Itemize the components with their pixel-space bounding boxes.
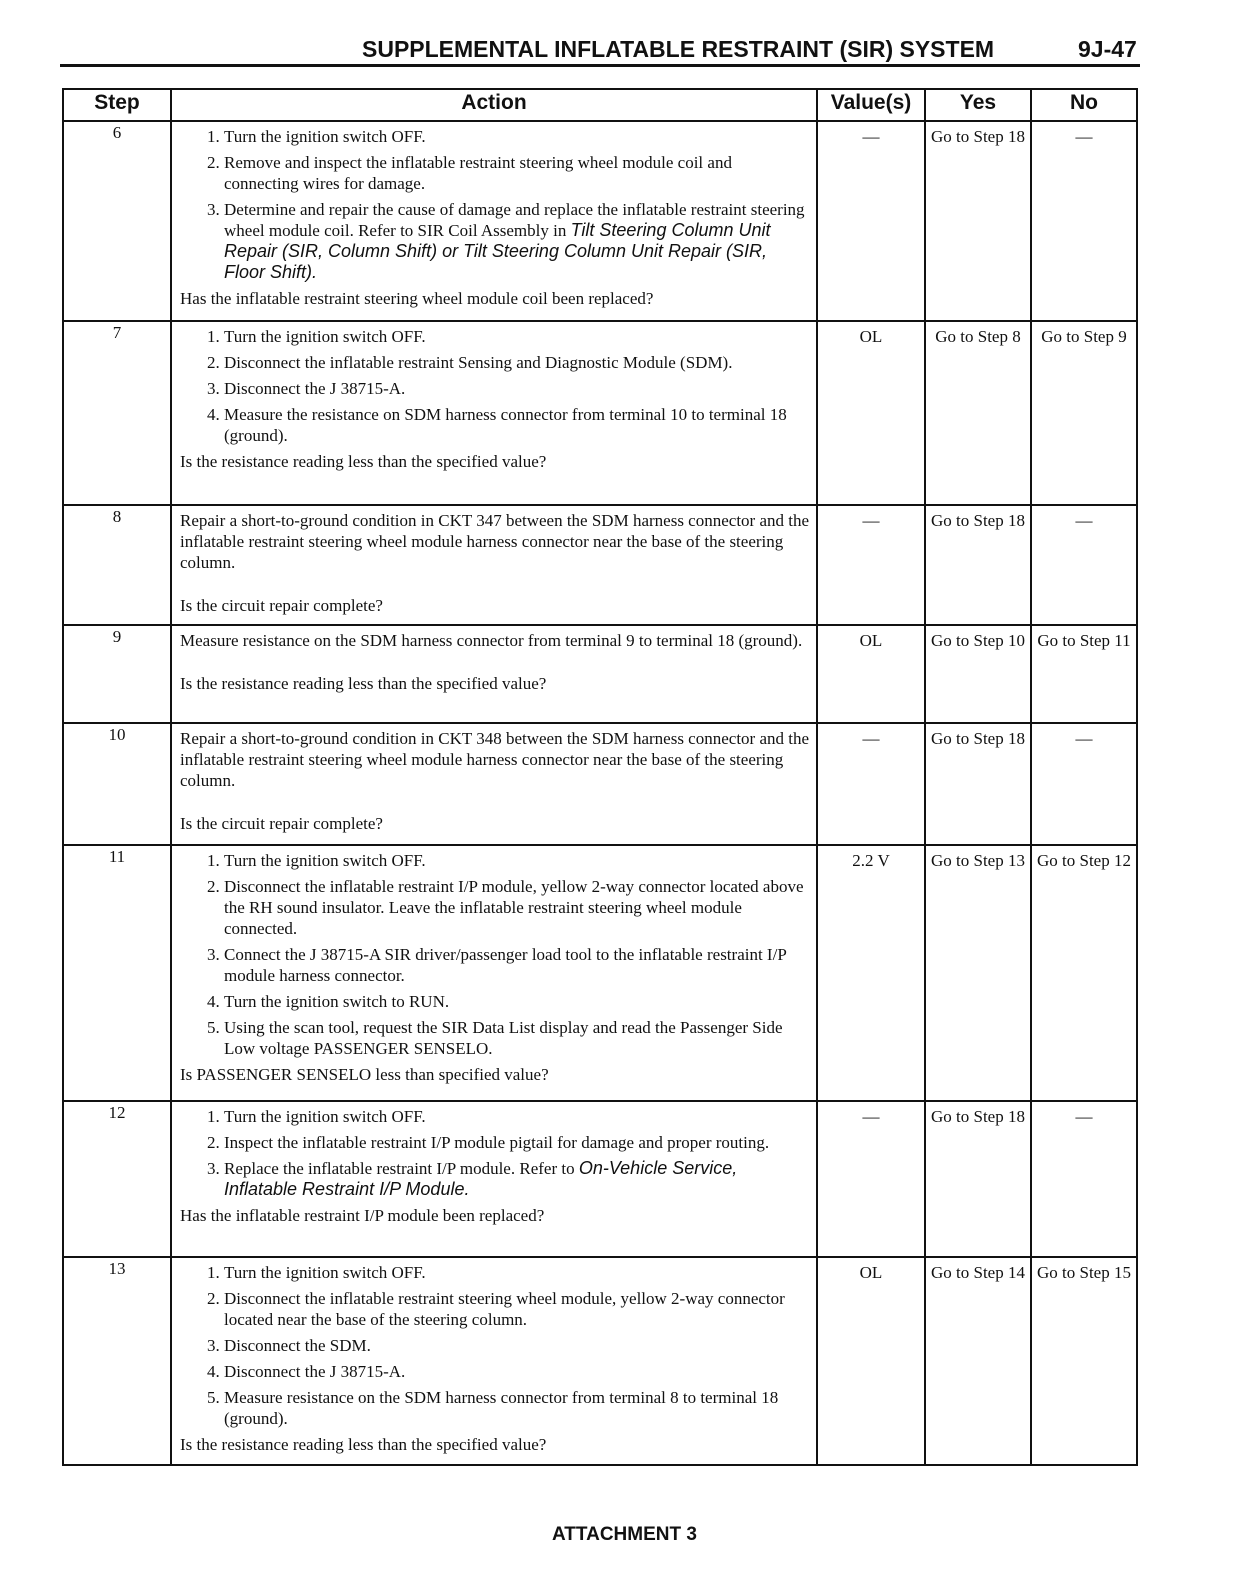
table-row: [63, 723, 1137, 845]
value-cell: —: [817, 121, 925, 321]
step-number: 9: [63, 625, 171, 723]
list-item: 4. Disconnect the J 38715-A.: [224, 1361, 810, 1382]
column-header-values: Value(s): [817, 89, 925, 121]
yes-cell: Go to Step 18: [925, 723, 1031, 845]
action-cell: [171, 1101, 817, 1257]
no-cell: —: [1031, 121, 1137, 321]
step-question: Is PASSENGER SENSELO less than specified value?: [180, 1065, 549, 1084]
list-item: 1. Turn the ignition switch OFF.: [224, 1106, 810, 1127]
list-item-text: Determine and repair the cause of damage and replace the inflatable restraint steering wheel module coil. Refer to SIR Coil Assembly in: [224, 200, 805, 240]
yes-cell: Go to Step 13: [925, 845, 1031, 1101]
value-cell: —: [817, 505, 925, 625]
step-question: Is the resistance reading less than the specified value?: [180, 1435, 547, 1454]
diagnostic-table: [62, 88, 1138, 1466]
value-cell: OL: [817, 1257, 925, 1465]
action-list: [180, 1106, 810, 1200]
action-cell: [171, 1257, 817, 1465]
action-list: [180, 126, 810, 283]
list-item: 3. Disconnect the SDM.: [224, 1335, 810, 1356]
list-item: 2. Remove and inspect the inflatable restraint steering wheel module coil and connecting wires for damage.: [224, 152, 810, 194]
table-row: [63, 321, 1137, 505]
action-list: [180, 1262, 810, 1429]
table-row: [63, 1257, 1137, 1465]
step-number: 10: [63, 723, 171, 845]
yes-cell: Go to Step 8: [925, 321, 1031, 505]
step-number: 6: [63, 121, 171, 321]
step-number: 8: [63, 505, 171, 625]
list-item: 1. Turn the ignition switch OFF.: [224, 326, 810, 347]
header-divider: [60, 64, 1140, 67]
yes-cell: Go to Step 18: [925, 121, 1031, 321]
no-cell: —: [1031, 505, 1137, 625]
list-item: 2. Disconnect the inflatable restraint steering wheel module, yellow 2-way connector located near the base of the steering column.: [224, 1288, 810, 1330]
list-item-text: Replace the inflatable restraint I/P module. Refer to: [224, 1159, 579, 1178]
list-item: 2. Disconnect the inflatable restraint Sensing and Diagnostic Module (SDM).: [224, 352, 810, 373]
manual-reference: Tilt Steering Column Unit Repair (SIR, Column Shift) or Tilt Steering Column Unit Repair (SIR, Floor Shift).: [224, 220, 771, 282]
list-item: 1. Turn the ignition switch OFF.: [224, 1262, 810, 1283]
list-item: 3. Disconnect the J 38715-A.: [224, 378, 810, 399]
page-number: 9J-47: [1078, 36, 1137, 62]
step-number: 11: [63, 845, 171, 1101]
step-question: Has the inflatable restraint I/P module been replaced?: [180, 1206, 545, 1225]
list-item: [224, 199, 810, 283]
step-number: 7: [63, 321, 171, 505]
page-footer: ATTACHMENT 3: [552, 1524, 697, 1545]
column-header-step: Step: [63, 89, 171, 121]
no-cell: —: [1031, 723, 1137, 845]
table-header-row: [63, 89, 1137, 121]
action-cell: [171, 121, 817, 321]
action-cell: [171, 505, 817, 625]
yes-cell: Go to Step 10: [925, 625, 1031, 723]
page-title: SUPPLEMENTAL INFLATABLE RESTRAINT (SIR) SYSTEM: [362, 36, 995, 62]
action-list: [180, 850, 810, 1059]
action-cell: [171, 321, 817, 505]
value-cell: OL: [817, 321, 925, 505]
list-item: 1. Turn the ignition switch OFF.: [224, 850, 810, 871]
manual-reference: On-Vehicle Service, Inflatable Restraint I/P Module.: [224, 1158, 738, 1199]
value-cell: 2.2 V: [817, 845, 925, 1101]
list-item: 1. Turn the ignition switch OFF.: [224, 126, 810, 147]
value-cell: —: [817, 1101, 925, 1257]
list-item: [224, 1158, 810, 1200]
step-question: Is the resistance reading less than the specified value?: [180, 674, 547, 693]
step-question: Is the circuit repair complete?: [180, 814, 383, 833]
value-cell: —: [817, 723, 925, 845]
yes-cell: Go to Step 18: [925, 505, 1031, 625]
step-number: 13: [63, 1257, 171, 1465]
list-item: 5. Using the scan tool, request the SIR Data List display and read the Passenger Side Low voltage PASSENGER SENSELO.: [224, 1017, 810, 1059]
table-row: [63, 1101, 1137, 1257]
column-header-yes: Yes: [925, 89, 1031, 121]
step-question: Is the circuit repair complete?: [180, 596, 383, 615]
action-text: Measure resistance on the SDM harness connector from terminal 9 to terminal 18 (ground).: [180, 631, 803, 650]
table-row: [63, 505, 1137, 625]
no-cell: —: [1031, 1101, 1137, 1257]
table-row: [63, 121, 1137, 321]
list-item: 3. Connect the J 38715-A SIR driver/passenger load tool to the inflatable restraint I/P module harness connector.: [224, 944, 810, 986]
no-cell: Go to Step 11: [1031, 625, 1137, 723]
action-cell: [171, 625, 817, 723]
column-header-no: No: [1031, 89, 1137, 121]
action-cell: [171, 723, 817, 845]
table-row: [63, 845, 1137, 1101]
no-cell: Go to Step 9: [1031, 321, 1137, 505]
list-item: 4. Measure the resistance on SDM harness connector from terminal 10 to terminal 18 (ground).: [224, 404, 810, 446]
action-list: [180, 326, 810, 446]
no-cell: Go to Step 12: [1031, 845, 1137, 1101]
list-item: 4. Turn the ignition switch to RUN.: [224, 991, 810, 1012]
action-cell: [171, 845, 817, 1101]
step-question: Is the resistance reading less than the specified value?: [180, 452, 547, 471]
table-row: [63, 625, 1137, 723]
no-cell: Go to Step 15: [1031, 1257, 1137, 1465]
action-text: Repair a short-to-ground condition in CKT 347 between the SDM harness connector and the inflatable restraint steering wheel module harness connector near the base of the steering column.: [180, 511, 810, 572]
step-number: 12: [63, 1101, 171, 1257]
list-item: 5. Measure resistance on the SDM harness connector from terminal 8 to terminal 18 (ground).: [224, 1387, 810, 1429]
list-item: 2. Inspect the inflatable restraint I/P module pigtail for damage and proper routing.: [224, 1132, 810, 1153]
column-header-action: Action: [171, 89, 817, 121]
yes-cell: Go to Step 18: [925, 1101, 1031, 1257]
list-item: 2. Disconnect the inflatable restraint I/P module, yellow 2-way connector located above the RH sound insulator. Leave the inflatable restraint steering wheel module connected.: [224, 876, 810, 939]
action-text: Repair a short-to-ground condition in CKT 348 between the SDM harness connector and the inflatable restraint steering wheel module harness connector near the base of the steering column.: [180, 729, 810, 790]
value-cell: OL: [817, 625, 925, 723]
yes-cell: Go to Step 14: [925, 1257, 1031, 1465]
step-question: Has the inflatable restraint steering wheel module coil been replaced?: [180, 289, 654, 308]
